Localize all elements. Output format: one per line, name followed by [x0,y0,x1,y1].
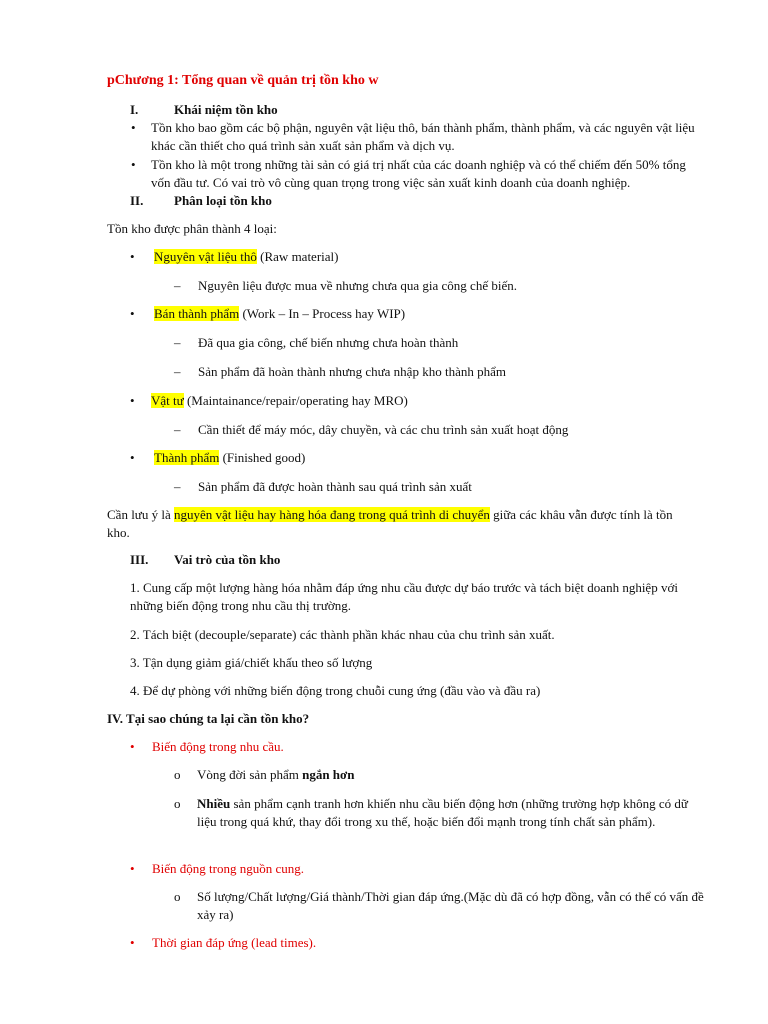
dash-icon: – [174,278,181,293]
section-2-intro: Tồn kho được phân thành 4 loại: [107,221,277,236]
inventory-type-sub: Cần thiết để máy móc, dây chuyền, và các chu trình sản xuất hoạt động [198,422,569,437]
note-text: giữa các khâu vẫn được tính là tồn kho. [107,507,673,540]
bullet-dot-icon: • [130,249,135,264]
inventory-type-desc: (Maintainance/repair/operating hay MRO) [183,393,408,408]
inventory-type-item [154,305,405,323]
dash-icon: – [174,479,181,494]
section-1-bullet: Tồn kho là một trong những tài sản có giá trị nhất của các doanh nghiệp và có thể chiếm đến 50% tổng vốn đầu tư. Có vai trò vô cùng quan trọng trong việc sản xuất kinh doanh của doanh nghiệp. [151,157,686,190]
note-text: Cần lưu ý là [107,507,174,522]
inventory-type-item [154,449,305,467]
role-item: 3. Tận dụng giảm giá/chiết khấu theo số lượng [130,655,373,670]
inventory-type-name: Thành phẩm [154,450,220,465]
reason-supply-variability: Biến động trong nguồn cung. [152,861,305,876]
reason-sub-emphasis: Nhiều [197,796,231,811]
inventory-type-sub: Nguyên liệu được mua về nhưng chưa qua gia công chế biến. [198,278,517,293]
reason-sub-emphasis: ngắn hơn [302,767,355,782]
dash-icon: – [174,422,181,437]
bullet-dot-icon: • [130,935,135,950]
inventory-type-sub: Đã qua gia công, chế biến nhưng chưa hoàn thành [198,335,459,350]
reason-sub-text: sản phẩm cạnh tranh hơn khiến nhu cầu biến động hơn (những trường hợp không có dữ liệu trong quá khứ, thay đổi trong xu thế, hoặc biến đổi mạnh trong tính chất sản phẩm). [197,796,688,829]
inventory-type-sub: Sản phẩm đã hoàn thành nhưng chưa nhập kho thành phẩm [198,364,506,379]
bullet-dot-icon: • [131,120,136,135]
section-2-note [107,506,695,542]
section-3-heading: Vai trò của tồn kho [174,552,281,567]
role-item: 4. Để dự phòng với những biến động trong chuỗi cung ứng (đầu vào và đầu ra) [130,683,541,698]
inventory-type-desc: (Raw material) [256,249,339,264]
section-4-heading: IV. Tại sao chúng ta lại cần tồn kho? [107,711,310,726]
reason-sub-item: Số lượng/Chất lượng/Giá thành/Thời gian đáp ứng.(Mặc dù đã có hợp đồng, vẫn có thể có vấn đề xảy ra) [197,889,704,922]
reason-lead-times: Thời gian đáp ứng (lead times). [152,935,317,950]
bullet-dot-icon: • [130,861,135,876]
reason-sub-item [197,795,705,831]
inventory-type-name: Vật tư [151,393,184,408]
document-title: pChương 1: Tổng quan về quản trị tồn kho w [107,73,379,88]
bullet-dot-icon: • [130,739,135,754]
section-1-heading: Khái niệm tồn kho [174,102,278,117]
inventory-type-item [151,392,408,410]
inventory-type-desc: (Work – In – Process hay WIP) [239,306,406,321]
reason-demand-variability: Biến động trong nhu cầu. [152,739,284,754]
role-item: 2. Tách biệt (decouple/separate) các thành phần khác nhau của chu trình sản xuất. [130,627,555,642]
bullet-dot-icon: • [131,157,136,172]
role-item: 1. Cung cấp một lượng hàng hóa nhằm đáp ứng nhu cầu được dự báo trước và tách biệt doanh nghiệp với những biến động trong nhu cầu thị trường. [130,580,678,613]
reason-sub-text: Vòng đời sản phẩm [197,767,303,782]
section-2-heading: Phân loại tồn kho [174,193,272,208]
bullet-dot-icon: • [130,393,135,408]
circle-bullet-icon: o [174,796,181,811]
inventory-type-item [154,248,338,266]
section-1-bullet: Tồn kho bao gồm các bộ phận, nguyên vật liệu thô, bán thành phẩm, thành phẩm, và các nguyên vật liệu khác cần thiết cho quá trình sản xuất sản phẩm và dịch vụ. [151,120,695,153]
circle-bullet-icon: o [174,889,181,904]
bullet-dot-icon: • [130,450,135,465]
section-1-number: I. [130,102,139,117]
section-2-number: II. [130,193,144,208]
inventory-type-sub: Sản phẩm đã được hoàn thành sau quá trình sản xuất [198,479,472,494]
bullet-dot-icon: • [130,306,135,321]
inventory-type-name: Nguyên vật liệu thô [154,249,257,264]
circle-bullet-icon: o [174,767,181,782]
section-3-number: III. [130,552,149,567]
dash-icon: – [174,364,181,379]
dash-icon: – [174,335,181,350]
reason-sub-item [197,766,354,784]
inventory-type-name: Bán thành phẩm [154,306,240,321]
inventory-type-desc: (Finished good) [219,450,306,465]
note-highlight: nguyên vật liệu hay hàng hóa đang trong quá trình di chuyển [173,507,490,522]
